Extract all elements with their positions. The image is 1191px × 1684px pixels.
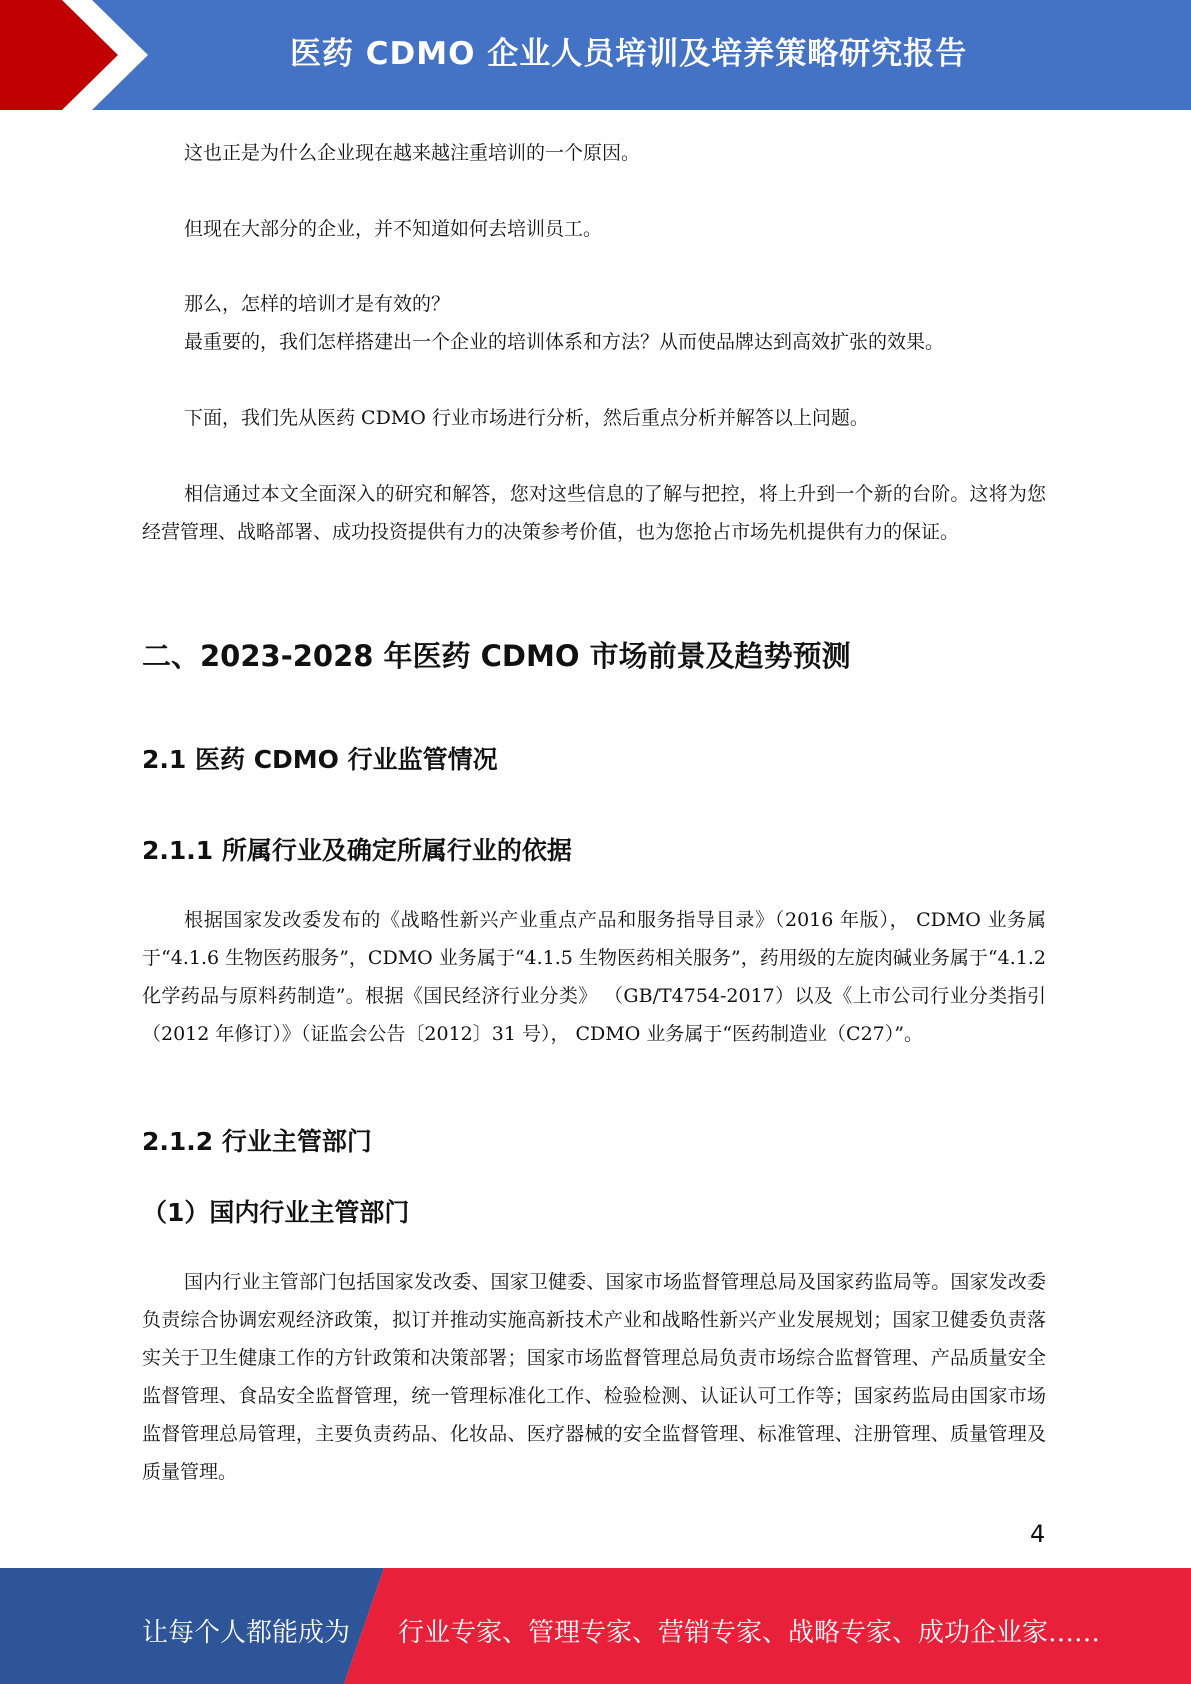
header-title: 医药 CDMO 企业人员培训及培养策略研究报告 xyxy=(290,36,968,72)
footer-slogan-right: 行业专家、管理专家、营销专家、战略专家、成功企业家…… xyxy=(398,1618,1101,1648)
paragraph: 最重要的，我们怎样搭建出一个企业的培训体系和方法？从而使品牌达到高效扩张的效果。 xyxy=(184,331,945,353)
subsection-heading: 2.1.2 行业主管部门 xyxy=(142,1127,372,1156)
paragraph: 下面，我们先从医药 CDMO 行业市场进行分析，然后重点分析并解答以上问题。 xyxy=(184,407,869,429)
subsection-heading: （1）国内行业主管部门 xyxy=(142,1198,410,1227)
page-number: 4 xyxy=(1030,1520,1046,1548)
footer-slogan-left: 让每个人都能成为 xyxy=(142,1618,351,1648)
page-footer xyxy=(0,1568,1191,1684)
paragraph: 根据国家发改委发布的《战略性新兴产业重点产品和服务指导目录》（2016 年版）， CDMO 业务属于“4.1.6 生物医药服务”，CDMO 业务属于“4.1.5 生物医药相关服务”，药用级的左旋肉碱业务属于“4.1.2 化学药品与原料药制造”。根据《国民经济行业分类》 （GB/T4754-2017）以及《上市公司行业分类指引（2012 年修订）》（证监会公告〔2012〕31 号）， CDMO 业务属于“医药制造业（C27）”。 xyxy=(142,909,1046,1045)
paragraph: 但现在大部分的企业，并不知道如何去培训员工。 xyxy=(184,218,603,240)
subsection-heading: 2.1 医药 CDMO 行业监管情况 xyxy=(142,745,498,774)
page-header xyxy=(0,0,1191,110)
paragraph: 国内行业主管部门包括国家发改委、国家卫健委、国家市场监督管理总局及国家药监局等。国家发改委负责综合协调宏观经济政策，拟订并推动实施高新技术产业和战略性新兴产业发展规划；国家卫健委负责落实关于卫生健康工作的方针政策和决策部署；国家市场监督管理总局负责市场综合监督管理、产品质量安全监督管理、食品安全监督管理，统一管理标准化工作、检验检测、认证认可工作等；国家药监局由国家市场监督管理总局管理，主要负责药品、化妆品、医疗器械的安全监督管理、标准管理、注册管理、质量管理及质量管理。 xyxy=(142,1271,1046,1483)
paragraph: 那么，怎样的培训才是有效的？ xyxy=(184,293,451,315)
paragraph: 相信通过本文全面深入的研究和解答，您对这些信息的了解与把控，将上升到一个新的台阶。这将为您经营管理、战略部署、成功投资提供有力的决策参考价值，也为您抢占市场先机提供有力的保证。 xyxy=(142,483,1046,543)
section-heading: 二、2023-2028 年医药 CDMO 市场前景及趋势预测 xyxy=(142,639,851,673)
subsection-heading: 2.1.1 所属行业及确定所属行业的依据 xyxy=(142,836,572,865)
paragraph: 这也正是为什么企业现在越来越注重培训的一个原因。 xyxy=(184,142,641,164)
red-chevron-logo xyxy=(0,0,160,110)
